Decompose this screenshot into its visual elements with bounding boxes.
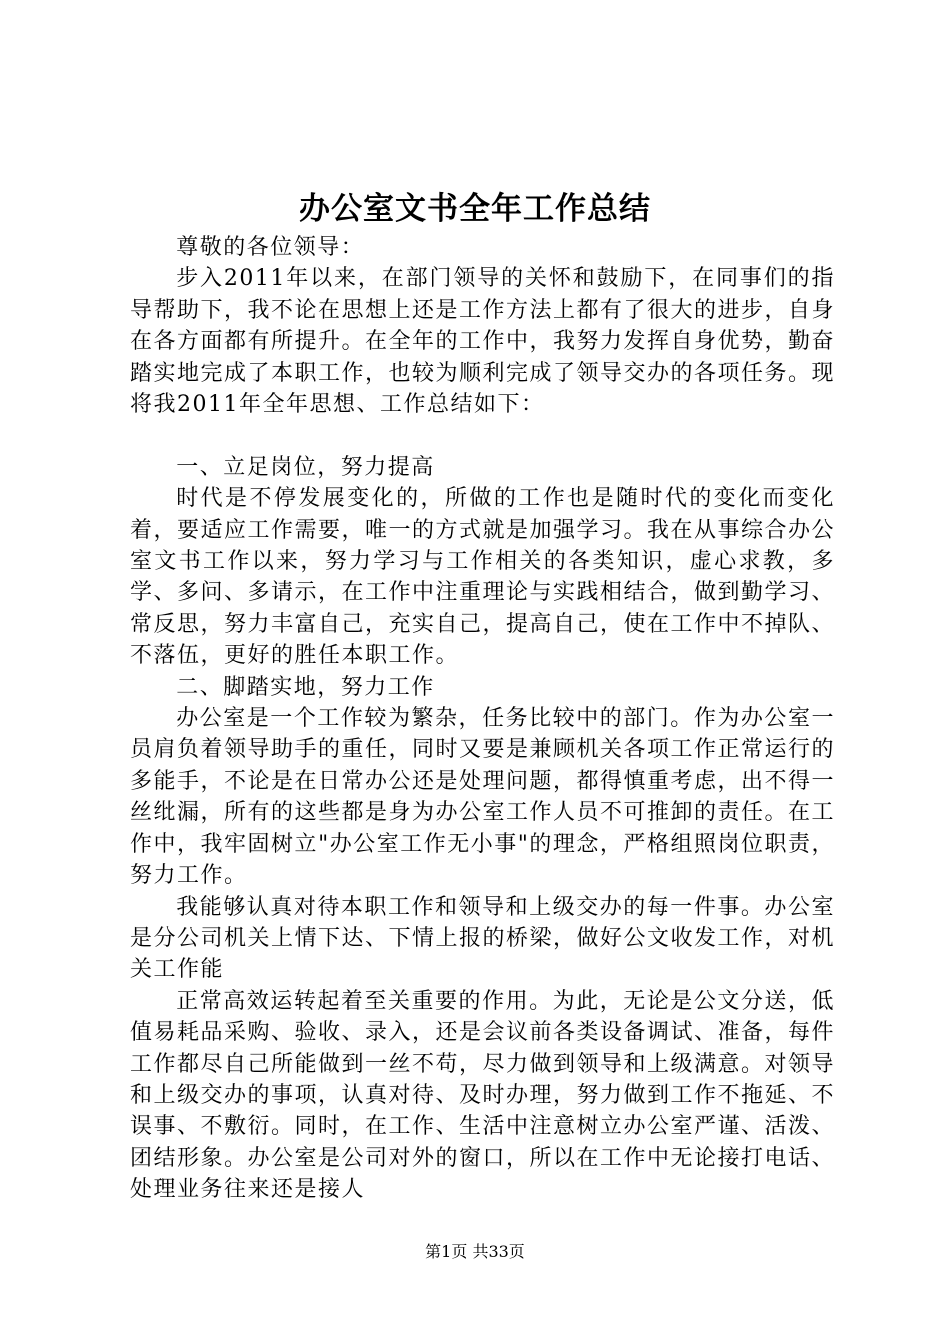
section-2-paragraph: 办公室是一个工作较为繁杂，任务比较中的部门。作为办公室一员肩负着领导助手的重任，同时又要是兼顾机关各项工作正常运行的多能手，不论是在日常办公还是处理问题，都得慎重考虑，出不得一丝纰漏，所有的这些都是身为办公室工作人员不可推卸的责任。在工作中，我牢固树立"办公室工作无小事"的理念，严格组照岗位职责，努力工作。 (130, 706, 836, 889)
section-2-paragraph-2: 我能够认真对待本职工作和领导和上级交办的每一件事。办公室是分公司机关上情下达、下情上报的桥梁，做好公文收发工作，对机关工作能 (130, 894, 836, 983)
section-heading-1: 一、立足岗位，努力提高 (176, 454, 435, 480)
salutation: 尊敬的各位领导： (176, 235, 365, 260)
intro-paragraph: 步入2011年以来，在部门领导的关怀和鼓励下，在同事们的指导帮助下，我不论在思想上还是工作方法上都有了很大的进步，自身在各方面都有所提升。在全年的工作中，我努力发挥自身优势，勤奋踏实地完成了本职工作，也较为顺利完成了领导交办的各项任务。现将我2011年全年思想、工作总结如下： (130, 266, 836, 418)
page-footer: 第1页 共33页 (425, 1242, 525, 1261)
document-body (130, 232, 835, 1206)
section-1-paragraph: 时代是不停发展变化的，所做的工作也是随时代的变化而变化着，要适应工作需要，唯一的方式就是加强学习。我在从事综合办公室文书工作以来，努力学习与工作相关的各类知识，虚心求教，多学、多问、多请示，在工作中注重理论与实践相结合，做到勤学习、常反思，努力丰富自己，充实自己，提高自己，使在工作中不掉队、不落伍，更好的胜任本职工作。 (130, 486, 836, 669)
document-title: 办公室文书全年工作总结 (299, 191, 651, 227)
section-2-paragraph-3: 正常高效运转起着至关重要的作用。为此，无论是公文分送，低值易耗品采购、验收、录入，还是会议前各类设备调试、准备，每件工作都尽自己所能做到一丝不苟，尽力做到领导和上级满意。对领导和上级交办的事项，认真对待、及时办理，努力做到工作不拖延、不误事、不敷衍。同时，在工作、生活中注意树立办公室严谨、活泼、团结形象。办公室是公司对外的窗口，所以在工作中无论接打电话、处理业务往来还是接人 (130, 988, 836, 1203)
section-heading-2: 二、脚踏实地，努力工作 (176, 674, 435, 700)
